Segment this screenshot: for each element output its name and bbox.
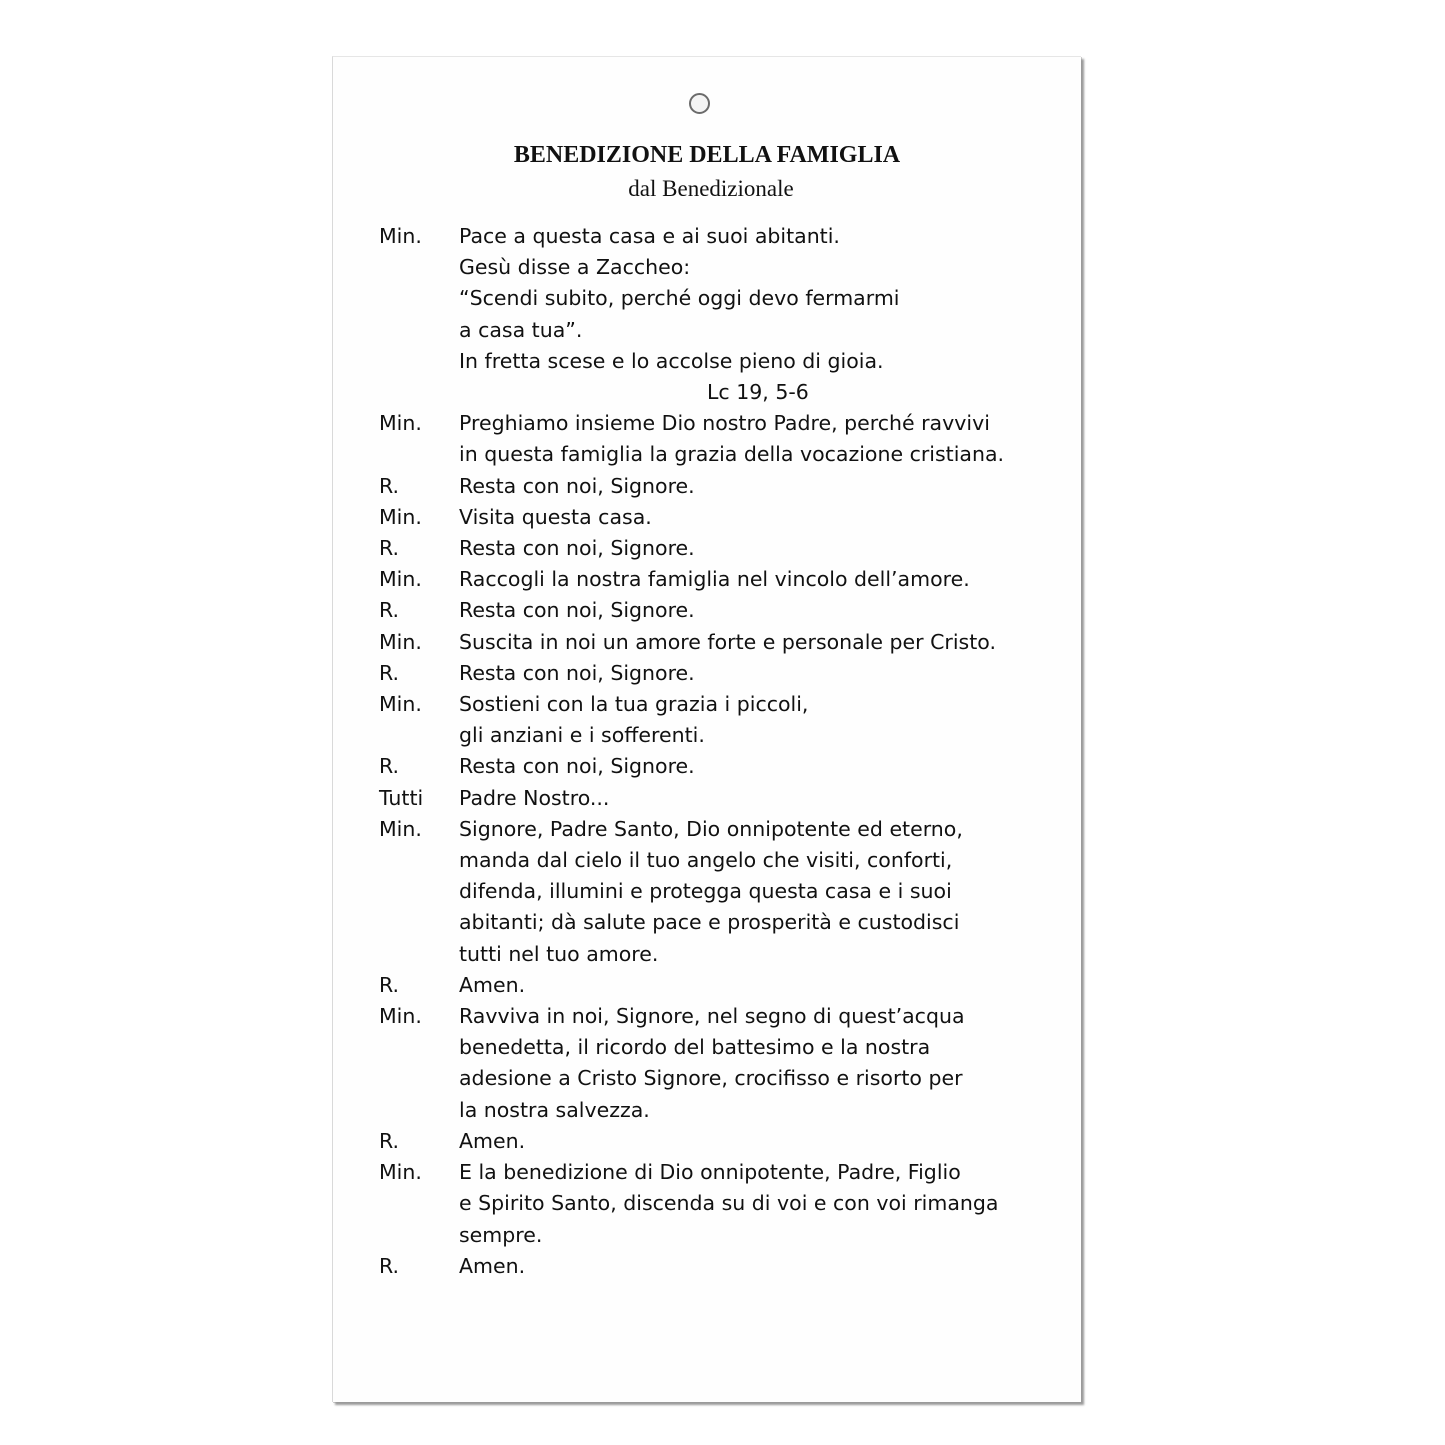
speaker-label: Min. — [379, 504, 422, 529]
liturgy-entry — [379, 814, 1069, 970]
text-line: manda dal cielo il tuo angelo che visiti, conforti, — [459, 848, 953, 873]
text-line: benedetta, il ricordo del battesimo e la nostra — [459, 1035, 931, 1060]
entry-text — [459, 1251, 1069, 1282]
text-line: abitanti; dà salute pace e prosperità e custodisci — [459, 910, 960, 935]
speaker-label: R. — [379, 536, 400, 561]
speaker-label: R. — [379, 972, 400, 997]
liturgy-entry — [379, 595, 1069, 626]
text-line: Resta con noi, Signore. — [459, 660, 695, 685]
speaker-label: R. — [379, 598, 400, 623]
entry-text — [459, 502, 1069, 533]
text-line: Gesù disse a Zaccheo: — [459, 255, 691, 280]
speaker-label: Min. — [379, 692, 422, 717]
liturgy-entry — [379, 564, 1069, 595]
text-line: Preghiamo insieme Dio nostro Padre, perché ravvivi — [459, 411, 990, 436]
text-line: Amen. — [459, 1128, 526, 1153]
liturgy-entry — [379, 751, 1069, 782]
text-line: gli anziani e i sofferenti. — [459, 723, 705, 748]
text-line: adesione a Cristo Signore, crocifisso e risorto per — [459, 1066, 963, 1091]
liturgy-entry — [379, 471, 1069, 502]
text-line: Amen. — [459, 972, 526, 997]
scripture-citation: Lc 19, 5-6 — [707, 380, 809, 405]
entry-text — [459, 1126, 1069, 1157]
card-title: BENEDIZIONE DELLA FAMIGLIA — [513, 142, 901, 168]
entry-text — [459, 408, 1069, 470]
liturgy-entry — [379, 627, 1069, 658]
entry-text — [459, 627, 1069, 658]
text-line: Resta con noi, Signore. — [459, 598, 695, 623]
text-line: Ravviva in noi, Signore, nel segno di quest’acqua — [459, 1004, 965, 1029]
liturgy-entry — [379, 783, 1069, 814]
text-line: in questa famiglia la grazia della vocazione cristiana. — [459, 442, 1005, 467]
text-line: Suscita in noi un amore forte e personale per Cristo. — [459, 629, 996, 654]
text-line: Padre Nostro... — [459, 785, 610, 810]
entry-text — [459, 564, 1069, 595]
liturgy-entry — [379, 1126, 1069, 1157]
text-line: Raccogli la nostra famiglia nel vincolo dell’amore. — [459, 567, 970, 592]
text-line: Resta con noi, Signore. — [459, 754, 695, 779]
entry-text — [459, 1157, 1069, 1251]
liturgy-entry — [379, 533, 1069, 564]
text-line: Visita questa casa. — [459, 504, 652, 529]
text-line: Resta con noi, Signore. — [459, 536, 695, 561]
entry-text — [459, 221, 1069, 408]
text-line: la nostra salvezza. — [459, 1097, 650, 1122]
text-line: a casa tua”. — [459, 317, 583, 342]
speaker-label: Min. — [379, 1160, 422, 1185]
speaker-label: Min. — [379, 1004, 422, 1029]
speaker-label: Tutti — [379, 785, 424, 810]
text-line: difenda, illumini e protegga questa casa e i suoi — [459, 879, 952, 904]
text-line: Pace a questa casa e ai suoi abitanti. — [459, 224, 840, 248]
speaker-label: R. — [379, 1128, 400, 1153]
speaker-label: Min. — [379, 816, 422, 841]
text-line: In fretta scese e lo accolse pieno di gioia. — [459, 348, 884, 373]
text-line: e Spirito Santo, discenda su di voi e con voi rimanga — [459, 1191, 999, 1216]
text-line: tutti nel tuo amore. — [459, 941, 659, 966]
prayer-card — [332, 56, 1081, 1402]
liturgy-entry — [379, 1001, 1069, 1126]
entry-text — [459, 751, 1069, 782]
entry-text — [459, 1001, 1069, 1126]
entry-text — [459, 970, 1069, 1001]
speaker-label: Min. — [379, 224, 422, 248]
liturgy-entry — [379, 658, 1069, 689]
text-line: Amen. — [459, 1253, 526, 1278]
text-line: Resta con noi, Signore. — [459, 473, 695, 498]
entry-text — [459, 595, 1069, 626]
liturgy-entry — [379, 1251, 1069, 1282]
liturgy-entry — [379, 408, 1069, 470]
speaker-label: Min. — [379, 567, 422, 592]
speaker-label: R. — [379, 660, 400, 685]
speaker-label: R. — [379, 473, 400, 498]
speaker-label: Min. — [379, 411, 422, 436]
text-line: Signore, Padre Santo, Dio onnipotente ed eterno, — [459, 816, 963, 841]
speaker-label: R. — [379, 1253, 400, 1278]
speaker-label: R. — [379, 754, 400, 779]
text-line: sempre. — [459, 1222, 543, 1247]
liturgy-text — [379, 221, 1069, 1282]
text-line: Sostieni con la tua grazia i piccoli, — [459, 692, 809, 717]
text-line: “Scendi subito, perché oggi devo fermarmi — [459, 286, 900, 311]
entry-text — [459, 689, 1069, 751]
punch-hole — [689, 93, 710, 114]
liturgy-entry — [379, 221, 1069, 408]
liturgy-entry — [379, 970, 1069, 1001]
text-line: E la benedizione di Dio onnipotente, Padre, Figlio — [459, 1160, 961, 1185]
speaker-label: Min. — [379, 629, 422, 654]
liturgy-entry — [379, 689, 1069, 751]
entry-text — [459, 658, 1069, 689]
entry-text — [459, 533, 1069, 564]
entry-text — [459, 783, 1069, 814]
liturgy-entry — [379, 502, 1069, 533]
entry-text — [459, 814, 1069, 970]
card-subtitle: dal Benedizionale — [628, 176, 794, 201]
liturgy-entry — [379, 1157, 1069, 1251]
entry-text — [459, 471, 1069, 502]
